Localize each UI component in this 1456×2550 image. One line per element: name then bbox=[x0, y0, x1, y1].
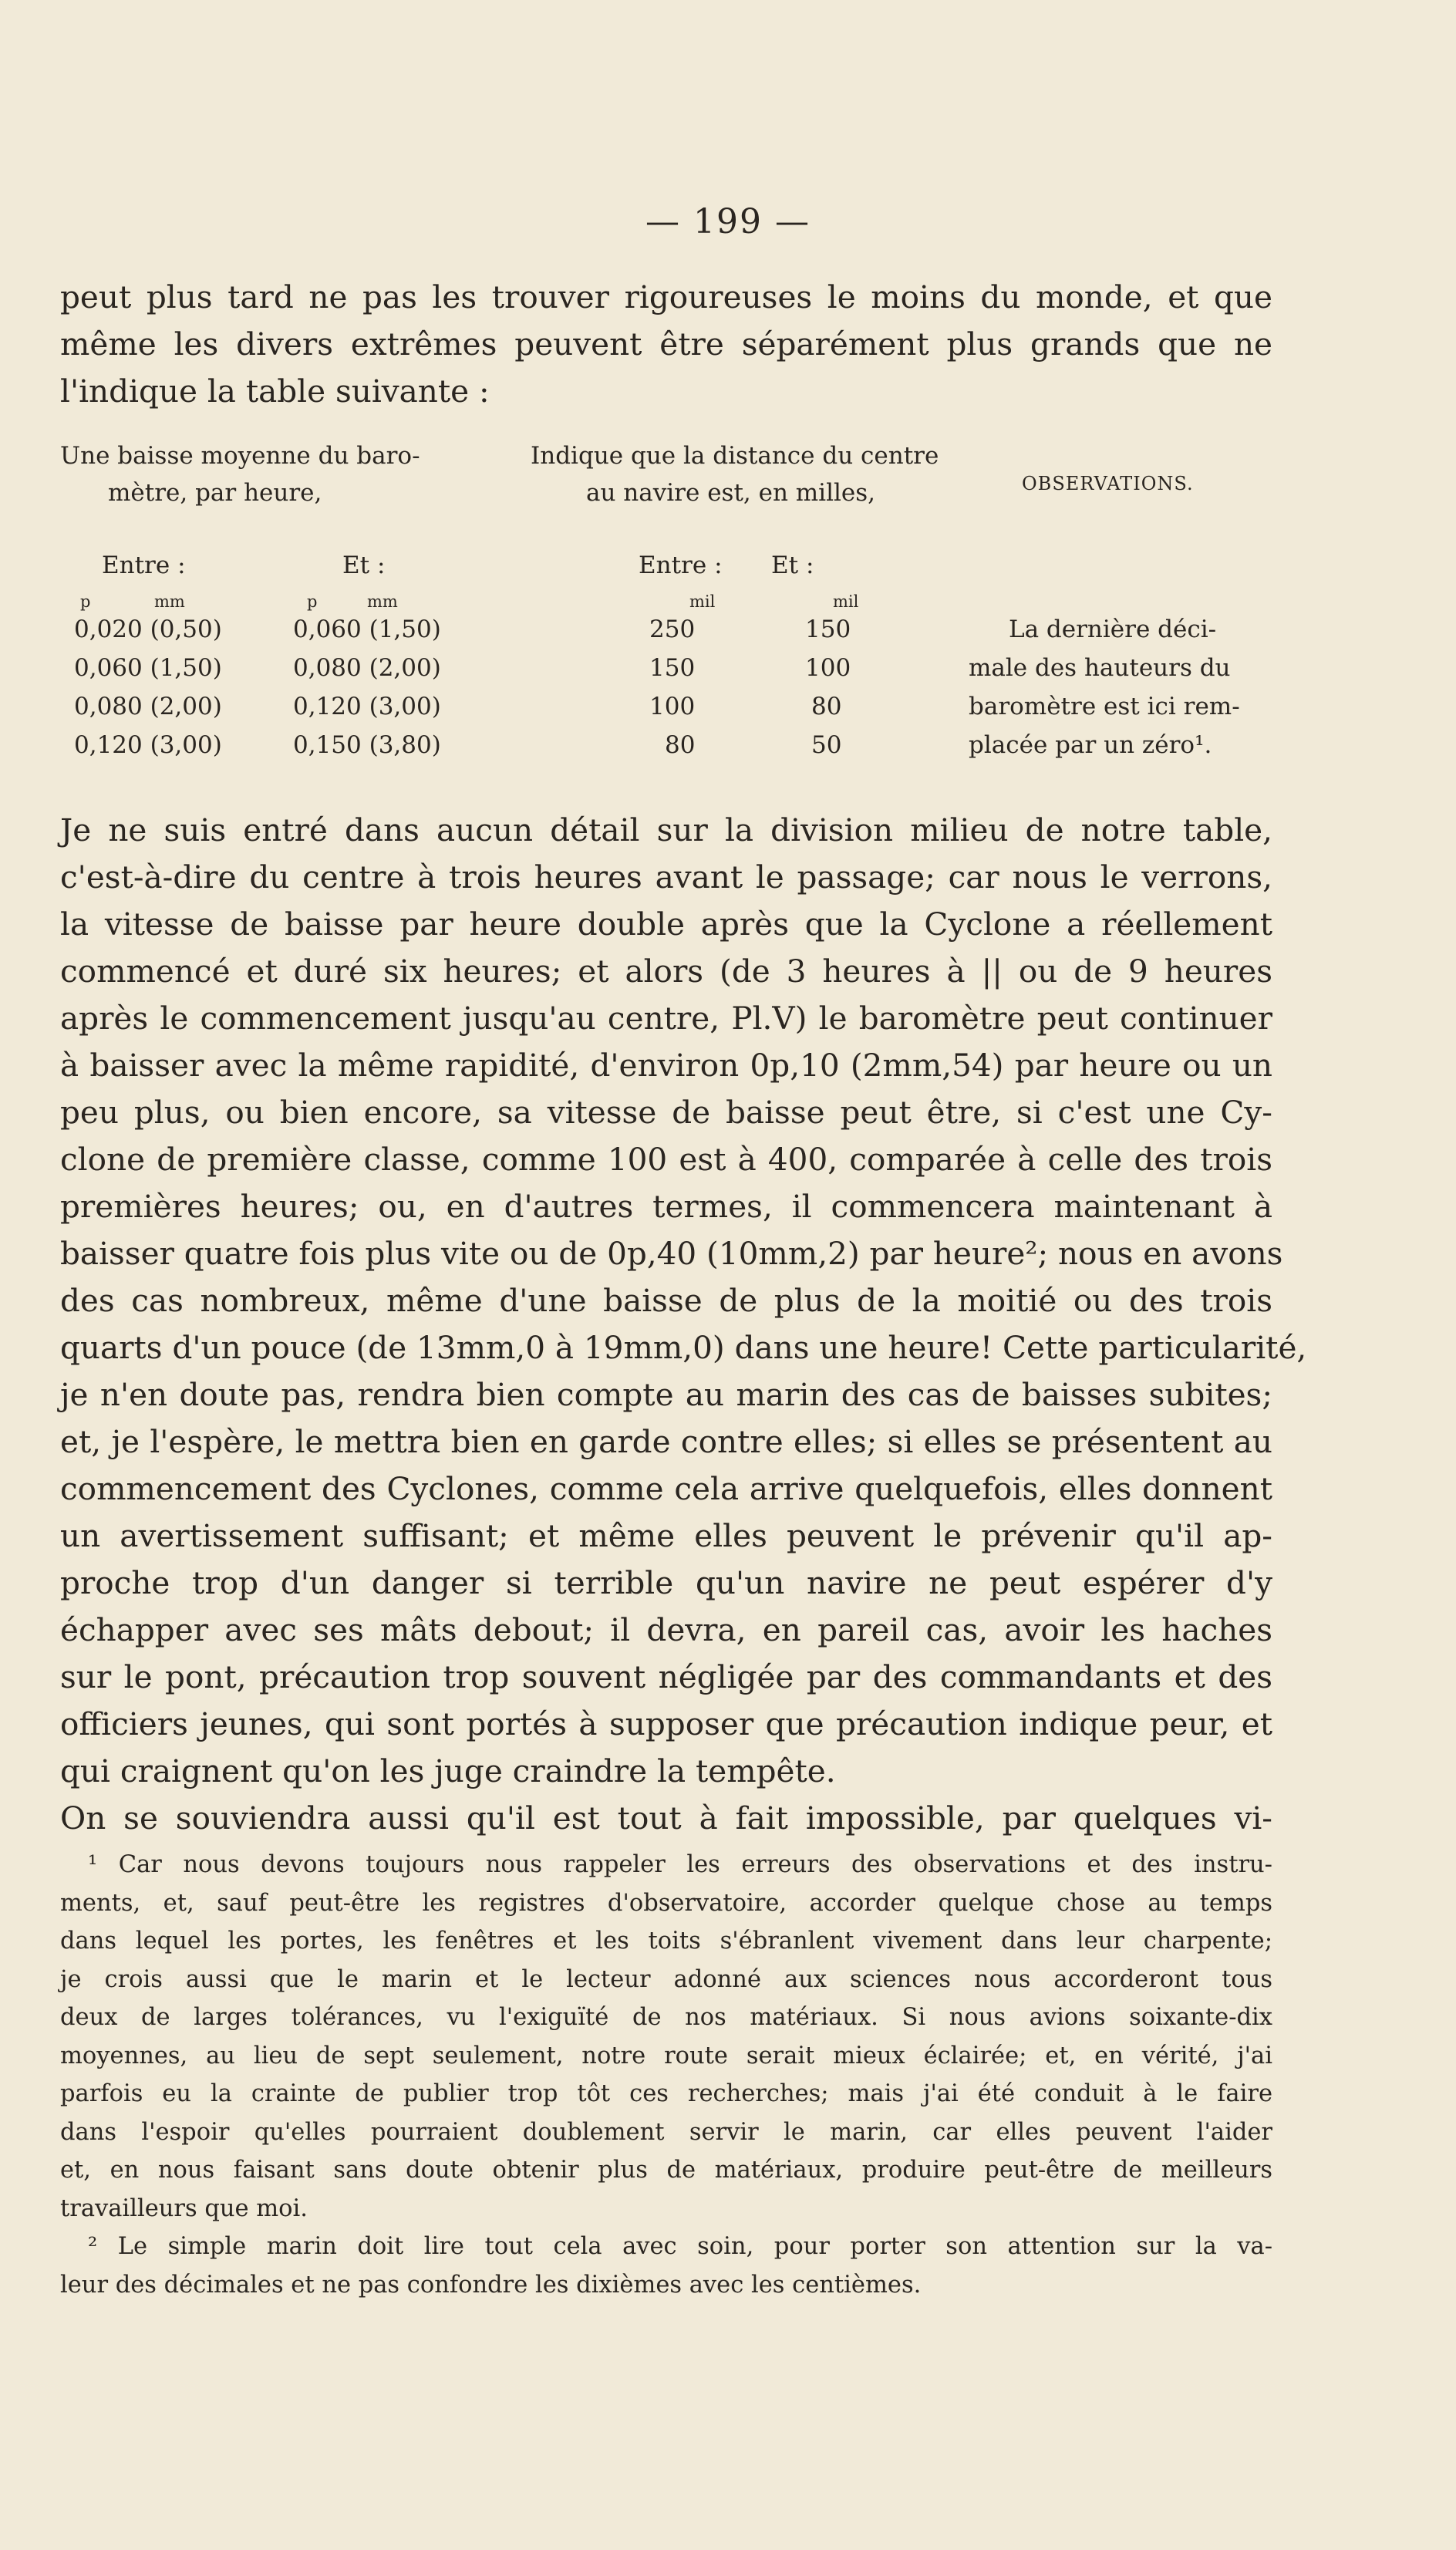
et-label: Et : bbox=[771, 551, 814, 579]
unit-mil: mil bbox=[833, 592, 859, 611]
col2-header-line2: au navire est, en milles, bbox=[586, 479, 876, 507]
footnote-line: et, en nous faisant sans doute obtenir plus de matériaux, produire peut-être de meilleurs bbox=[60, 2157, 1272, 2184]
unit-mm: mm bbox=[154, 592, 185, 611]
body-paragraph bbox=[60, 807, 1307, 1842]
unit-p: p bbox=[80, 592, 91, 611]
text-line: qui craignent qu'on les juge craindre la tempête. bbox=[60, 1752, 836, 1789]
text-line: officiers jeunes, qui sont portés à supposer que précaution indique peur, et bbox=[60, 1705, 1272, 1742]
footnote-line: travailleurs que moi. bbox=[60, 2194, 308, 2222]
row2-et: 0,080 (2,00) bbox=[293, 654, 441, 682]
text-line: sur le pont, précaution trop souvent négligée par des commandants et des bbox=[60, 1658, 1272, 1695]
page-number: — 199 — bbox=[645, 202, 811, 241]
text-line: la vitesse de baisse par heure double après que la Cyclone a réellement bbox=[60, 906, 1272, 943]
text-line: échapper avec ses mâts debout; il devra, en pareil cas, avoir les haches bbox=[60, 1611, 1272, 1648]
text-line: premières heures; ou, en d'autres termes, il commencera maintenant à bbox=[60, 1188, 1272, 1225]
footnote-line: moyennes, au lieu de sept seulement, notre route serait mieux éclairée; et, en vérité, j'ai bbox=[60, 2042, 1272, 2069]
footnote-line: ¹ Car nous devons toujours nous rappeler les erreurs des observations et des instru- bbox=[88, 1851, 1272, 1878]
text-line: l'indique la table suivante : bbox=[60, 373, 490, 410]
row4-distance-et: 50 bbox=[811, 731, 842, 759]
text-line: baisser quatre fois plus vite ou de 0p,40 (10mm,2) par heure²; nous en avons bbox=[60, 1235, 1283, 1272]
text-line: clone de première classe, comme 100 est à 400, comparée à celle des trois bbox=[60, 1141, 1272, 1178]
row2-distance-entre: 150 bbox=[649, 654, 696, 682]
row1-entre: 0,020 (0,50) bbox=[74, 616, 222, 643]
col1-header-line2: mètre, par heure, bbox=[108, 479, 322, 507]
row3-et: 0,120 (3,00) bbox=[293, 693, 441, 720]
text-line: un avertissement suffisant; et même elles peuvent le prévenir qu'il ap- bbox=[60, 1517, 1272, 1554]
row2-distance-et: 100 bbox=[805, 654, 851, 682]
row3-distance-et: 80 bbox=[811, 693, 842, 720]
text-line: On se souviendra aussi qu'il est tout à fait impossible, par quelques vi- bbox=[60, 1800, 1272, 1837]
footnote-line: parfois eu la crainte de publier trop tôt ces recherches; mais j'ai été conduit à le faire bbox=[60, 2080, 1272, 2107]
row3-entre: 0,080 (2,00) bbox=[74, 693, 222, 720]
text-line: peut plus tard ne pas les trouver rigoureuses le moins du monde, et que bbox=[60, 278, 1272, 315]
text-line: après le commencement jusqu'au centre, Pl.V) le baromètre peut continuer bbox=[60, 1000, 1272, 1037]
entre-label: Entre : bbox=[639, 551, 723, 579]
footnote-line: deux de larges tolérances, vu l'exiguïté de nos matériaux. Si nous avions soixante-dix bbox=[60, 2004, 1272, 2031]
row4-distance-entre: 80 bbox=[665, 731, 696, 759]
et-label: Et : bbox=[342, 551, 386, 579]
row1-distance-et: 150 bbox=[805, 616, 851, 643]
observation-line: La dernière déci- bbox=[1009, 616, 1217, 643]
observations-header: OBSERVATIONS. bbox=[1022, 473, 1194, 494]
text-line: à baisser avec la même rapidité, d'environ 0p,10 (2mm,54) par heure ou un bbox=[60, 1047, 1272, 1084]
text-line: et, je l'espère, le mettra bien en garde contre elles; si elles se présentent au bbox=[60, 1423, 1272, 1460]
unit-mil: mil bbox=[689, 592, 716, 611]
row1-et: 0,060 (1,50) bbox=[293, 616, 441, 643]
observation-line: male des hauteurs du bbox=[969, 654, 1231, 682]
observation-line: baromètre est ici rem- bbox=[969, 693, 1240, 720]
col1-header-line1: Une baisse moyenne du baro- bbox=[60, 442, 420, 470]
entre-label: Entre : bbox=[102, 551, 186, 579]
text-line: proche trop d'un danger si terrible qu'un navire ne peut espérer d'y bbox=[60, 1564, 1272, 1601]
text-line: commencement des Cyclones, comme cela arrive quelquefois, elles donnent bbox=[60, 1470, 1272, 1507]
row2-entre: 0,060 (1,50) bbox=[74, 654, 222, 682]
footnote-line: dans lequel les portes, les fenêtres et les toits s'ébranlent vivement dans leur charpente; bbox=[60, 1928, 1272, 1955]
barometer-table bbox=[0, 0, 1456, 771]
unit-mm: mm bbox=[367, 592, 398, 611]
row1-distance-entre: 250 bbox=[649, 616, 696, 643]
footnote-line: je crois aussi que le marin et le lecteur adonné aux sciences nous accorderont tous bbox=[60, 1965, 1272, 1993]
footnote-line: ² Le simple marin doit lire tout cela avec soin, pour porter son attention sur la va- bbox=[88, 2233, 1272, 2260]
text-line: des cas nombreux, même d'une baisse de plus de la moitié ou des trois bbox=[60, 1282, 1272, 1319]
footnote-line: leur des décimales et ne pas confondre les dixièmes avec les centièmes. bbox=[60, 2271, 922, 2299]
text-line: je n'en doute pas, rendra bien compte au marin des cas de baisses subites; bbox=[60, 1376, 1272, 1413]
row4-et: 0,150 (3,80) bbox=[293, 731, 441, 759]
footnote-line: ments, et, sauf peut-être les registres d'observatoire, accorder quelque chose au temps bbox=[60, 1889, 1272, 1917]
row4-entre: 0,120 (3,00) bbox=[74, 731, 222, 759]
text-line: Je ne suis entré dans aucun détail sur la division milieu de notre table, bbox=[60, 811, 1272, 848]
observation-line: placée par un zéro¹. bbox=[969, 731, 1212, 759]
text-line: même les divers extrêmes peuvent être séparément plus grands que ne bbox=[60, 325, 1272, 363]
footnote-line: dans l'espoir qu'elles pourraient doublement servir le marin, car elles peuvent l'aider bbox=[60, 2118, 1272, 2146]
col2-header-line1: Indique que la distance du centre bbox=[531, 442, 939, 470]
unit-p: p bbox=[307, 592, 318, 611]
row3-distance-entre: 100 bbox=[649, 693, 696, 720]
text-line: c'est-à-dire du centre à trois heures avant le passage; car nous le verrons, bbox=[60, 858, 1272, 896]
text-line: peu plus, ou bien encore, sa vitesse de baisse peut être, si c'est une Cy- bbox=[60, 1094, 1272, 1131]
text-line: commencé et duré six heures; et alors (de 3 heures à || ou de 9 heures bbox=[60, 953, 1272, 990]
footnotes bbox=[60, 1846, 1272, 2304]
text-line: quarts d'un pouce (de 13mm,0 à 19mm,0) dans une heure! Cette particularité, bbox=[60, 1329, 1307, 1366]
